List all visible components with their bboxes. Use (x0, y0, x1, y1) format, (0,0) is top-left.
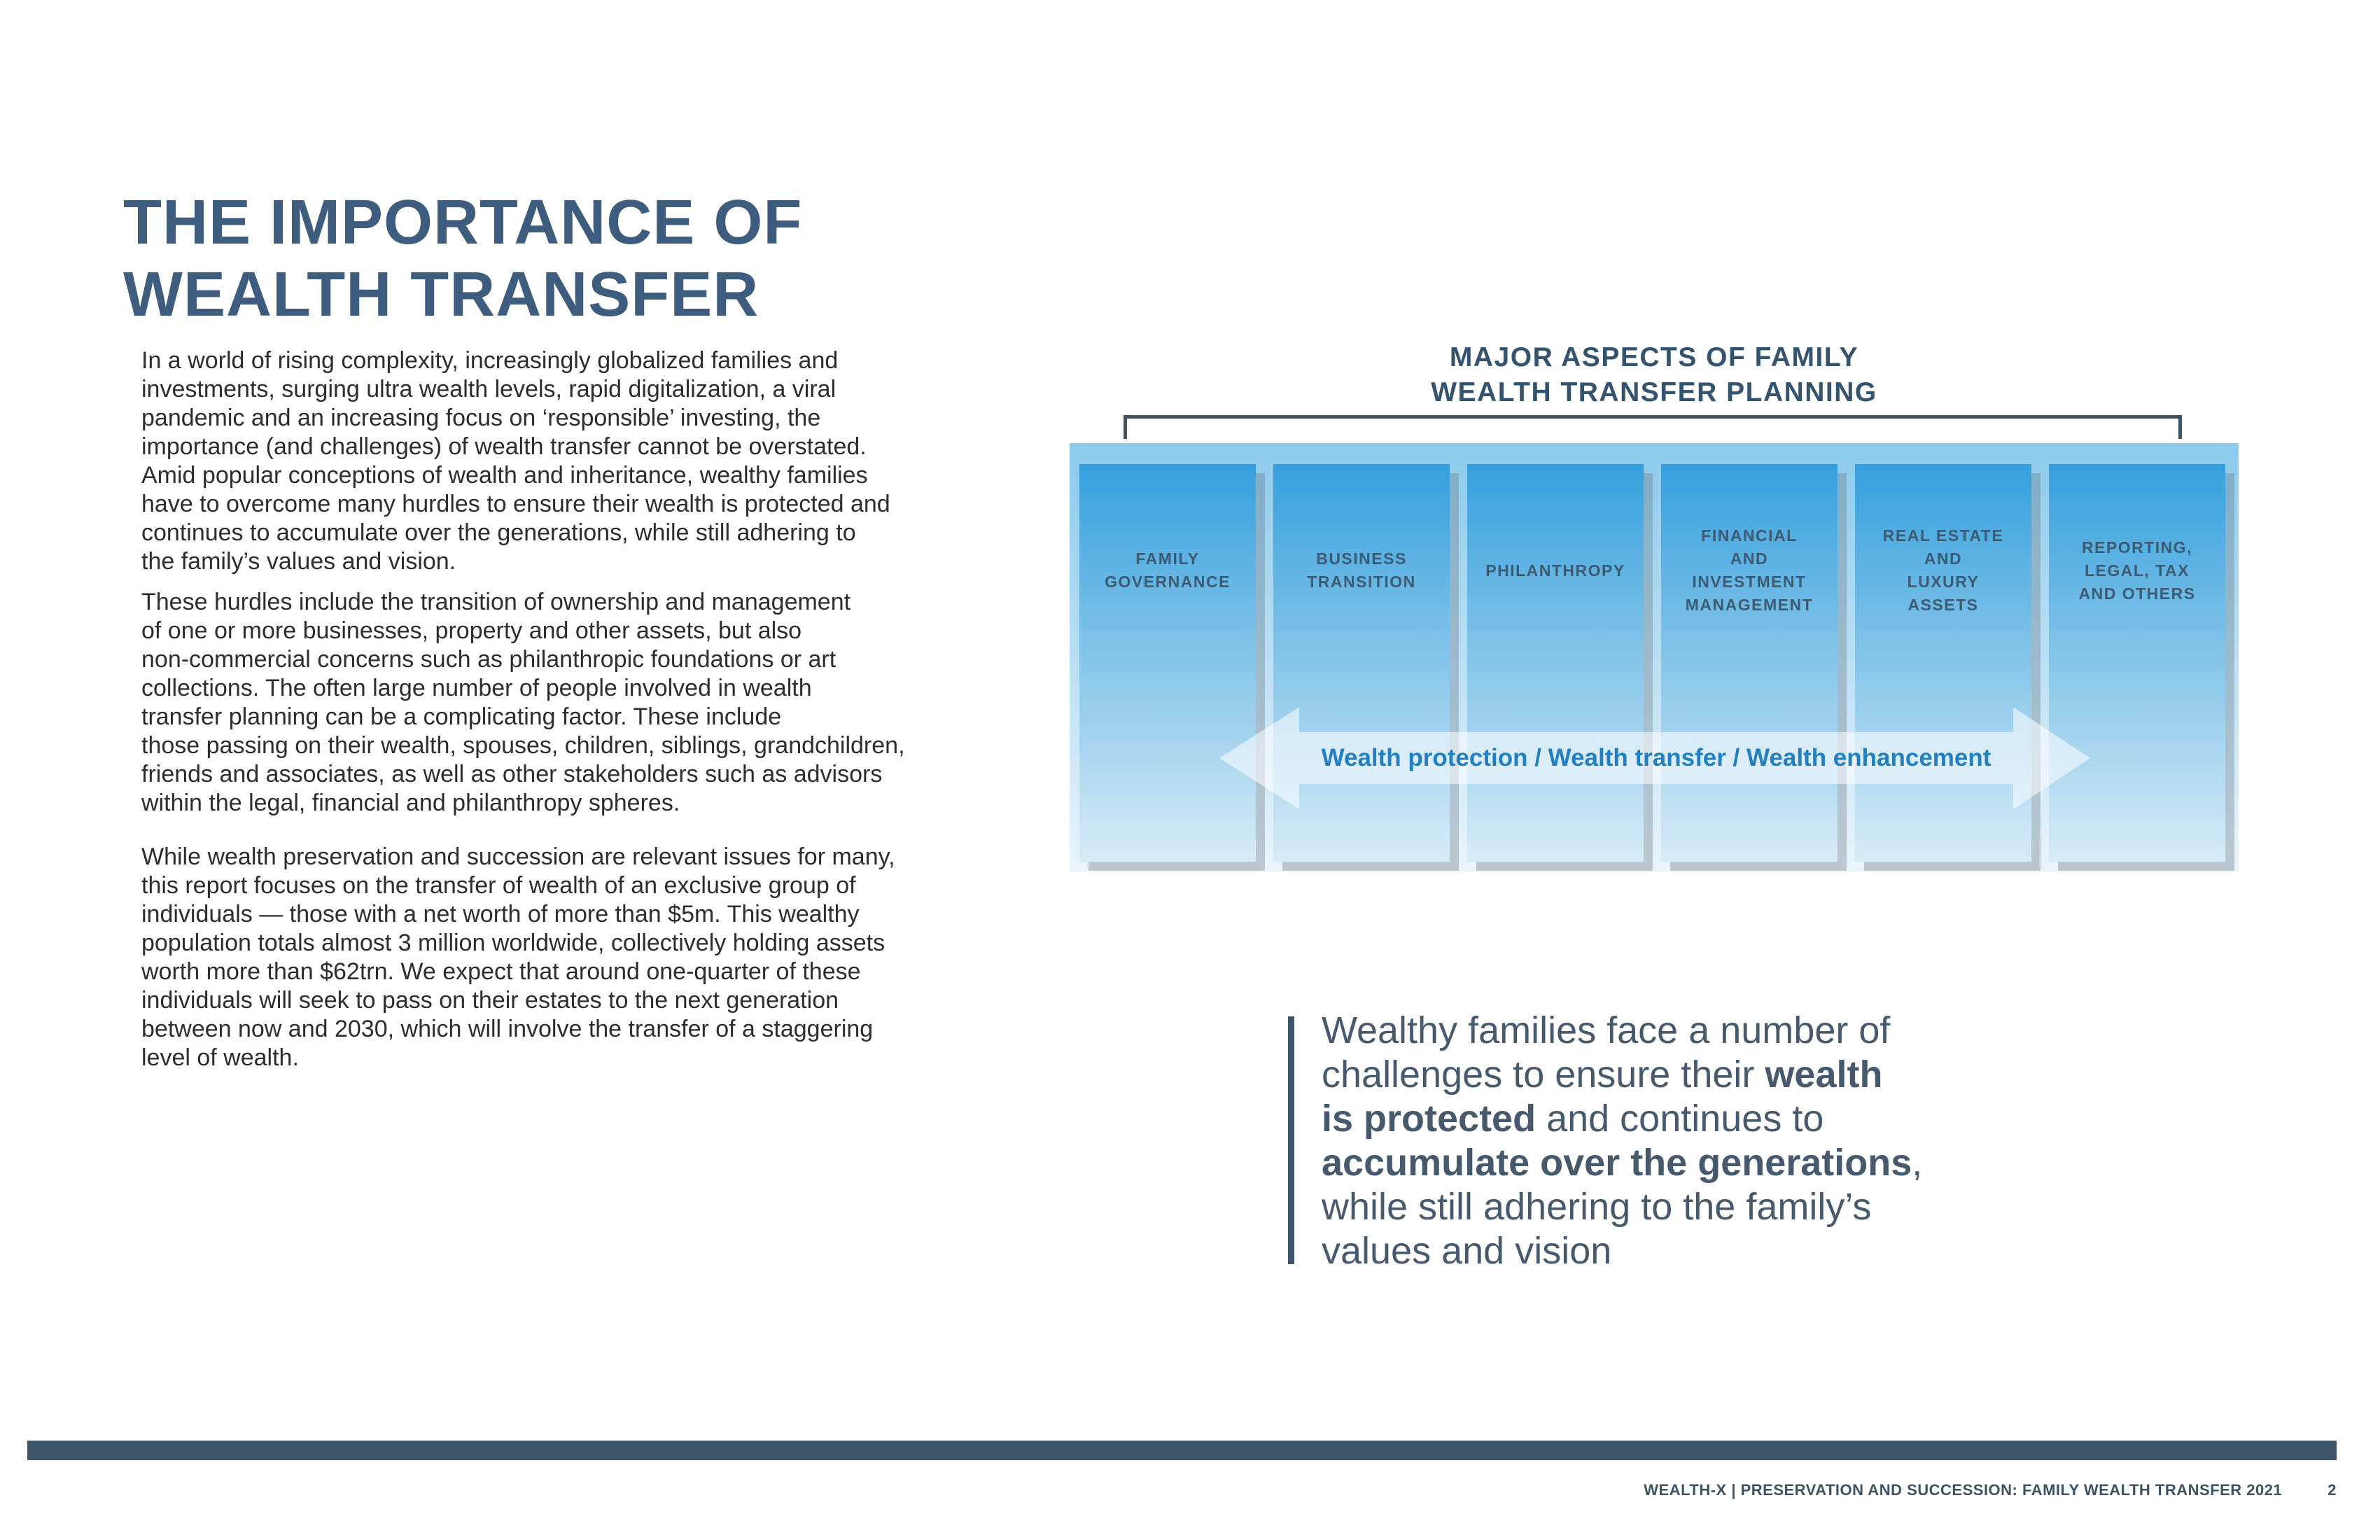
footer-text (1644, 1481, 2337, 1499)
paragraph-line: investments, surging ultra wealth levels, rapid digitalization, a viral (141, 376, 836, 402)
column-label-line: TRANSITION (1307, 573, 1416, 591)
quote-line (1322, 1141, 1922, 1185)
footer-page-number: 2 (2328, 1481, 2337, 1499)
quote-line (1322, 1185, 1922, 1229)
column-label-line: REAL ESTATE (1882, 526, 2004, 545)
quote-segment: challenges to ensure their (1322, 1054, 1765, 1096)
arrow-left-head-icon (1219, 707, 1299, 809)
paragraph-line: of one or more businesses, property and other assets, but also (141, 617, 802, 644)
footer-rule-bar (27, 1441, 2337, 1460)
paragraph-line: In a world of rising complexity, increasingly globalized families and (141, 347, 839, 374)
column-label-line: MANAGEMENT (1685, 596, 1814, 614)
paragraph-line: this report focuses on the transfer of wealth of an exclusive group of (141, 872, 856, 899)
paragraph-line: those passing on their wealth, spouses, children, siblings, grandchildren, (141, 732, 905, 759)
paragraph-line: worth more than $62trn. We expect that around one-quarter of these (141, 958, 861, 985)
footer-report-label: WEALTH-X | PRESERVATION AND SUCCESSION: FAMILY WEALTH TRANSFER 2021 (1644, 1481, 2283, 1499)
paragraph-line: have to overcome many hurdles to ensure their wealth is protected and (141, 491, 890, 517)
paragraph-line: friends and associates, as well as other stakeholders such as advisors (141, 761, 883, 788)
column-label-line: FINANCIAL (1701, 526, 1798, 545)
quote-segment: while still adhering to the family’s (1322, 1186, 1872, 1228)
paragraph (141, 843, 905, 1072)
column-label (1661, 464, 1837, 677)
column-label (1079, 464, 1256, 677)
column-label-line: AND (1730, 550, 1769, 568)
paragraph-line: between now and 2030, which will involve the transfer of a staggering (141, 1016, 874, 1042)
column-label-line: INVESTMENT (1692, 573, 1807, 591)
paragraph-line: transfer planning can be a complicating factor. These include (141, 704, 782, 730)
paragraph-line: While wealth preservation and succession are relevant issues for many, (141, 844, 895, 870)
paragraph-line: individuals will seek to pass on their estates to the next generation (141, 987, 839, 1014)
column-label-line: AND (1924, 550, 1963, 568)
diagram-column (1273, 464, 1450, 862)
page-title-line-1: THE IMPORTANCE OF (123, 188, 803, 258)
quote-line (1322, 1097, 1922, 1141)
column-label-line: ASSETS (1907, 596, 1979, 614)
arrow-body (1299, 732, 2013, 784)
paragraph (141, 588, 905, 818)
page-title-line-2: WEALTH TRANSFER (123, 260, 760, 330)
paragraph-line: individuals — those with a net worth of more than $5m. This wealthy (141, 901, 860, 927)
arrow-label: Wealth protection / Wealth transfer / Wealth enhancement (1321, 744, 1991, 771)
column-label-line: LEGAL, TAX (2084, 561, 2190, 580)
quote-segment: accumulate over the generations (1322, 1142, 1912, 1184)
column-label-line: PHILANTHROPY (1485, 561, 1625, 580)
column-label-line: LUXURY (1907, 573, 1980, 591)
quote-segment: , (1912, 1142, 1923, 1184)
quote-segment: is protected (1322, 1098, 1536, 1140)
paragraph-line: These hurdles include the transition of ownership and management (141, 589, 851, 615)
paragraph-line: collections. The often large number of people involved in wealth (141, 675, 812, 701)
quote-line (1322, 1053, 1922, 1097)
arrow-right-head-icon (2013, 707, 2090, 809)
quote-text (1322, 1009, 1922, 1273)
diagram-column (1661, 464, 1837, 862)
column-label-line: REPORTING, (2081, 538, 2193, 556)
paragraph-line: the family’s values and vision. (141, 548, 456, 575)
diagram-heading-line-1: MAJOR ASPECTS OF FAMILY (1449, 342, 1859, 372)
paragraph-line: level of wealth. (141, 1044, 299, 1071)
column-label-line: FAMILY (1135, 550, 1200, 568)
column-label (2049, 464, 2225, 677)
paragraph-line: Amid popular conceptions of wealth and inheritance, wealthy families (141, 462, 868, 489)
quote-segment: values and vision (1322, 1230, 1612, 1272)
column-label-line: GOVERNANCE (1105, 573, 1231, 591)
intro-paragraphs (141, 346, 905, 1084)
column-label-line: AND OTHERS (2078, 584, 2196, 603)
paragraph (141, 346, 905, 576)
paragraph-line: population totals almost 3 million worldwide, collectively holding assets (141, 930, 886, 956)
quote-segment: Wealthy families face a number of (1322, 1009, 1891, 1051)
diagram-heading-line-2: WEALTH TRANSFER PLANNING (1431, 377, 1877, 407)
paragraph-line: importance (and challenges) of wealth transfer cannot be overstated. (141, 433, 867, 460)
quote-segment: and continues to (1536, 1098, 1824, 1140)
column-label-line: BUSINESS (1316, 550, 1407, 568)
diagram-column (1467, 464, 1644, 862)
quote-segment: wealth (1765, 1054, 1883, 1096)
column-label (1855, 464, 2031, 677)
page-title (123, 187, 802, 331)
paragraph-line: non-commercial concerns such as philanthropic foundations or art (141, 646, 836, 673)
quote-line (1322, 1229, 1922, 1273)
bracket-line (1124, 415, 2182, 439)
paragraph-line: within the legal, financial and philanthropy spheres. (141, 790, 680, 816)
column-label (1467, 464, 1644, 677)
paragraph-line: continues to accumulate over the generations, while still adhering to (141, 519, 856, 546)
diagram-heading (1070, 340, 2239, 410)
quote-line (1322, 1009, 1922, 1053)
diagram-column (1855, 464, 2031, 862)
quote-accent-bar (1288, 1016, 1294, 1264)
paragraph-line: pandemic and an increasing focus on ‘responsible’ investing, the (141, 405, 821, 431)
column-label (1273, 464, 1450, 677)
